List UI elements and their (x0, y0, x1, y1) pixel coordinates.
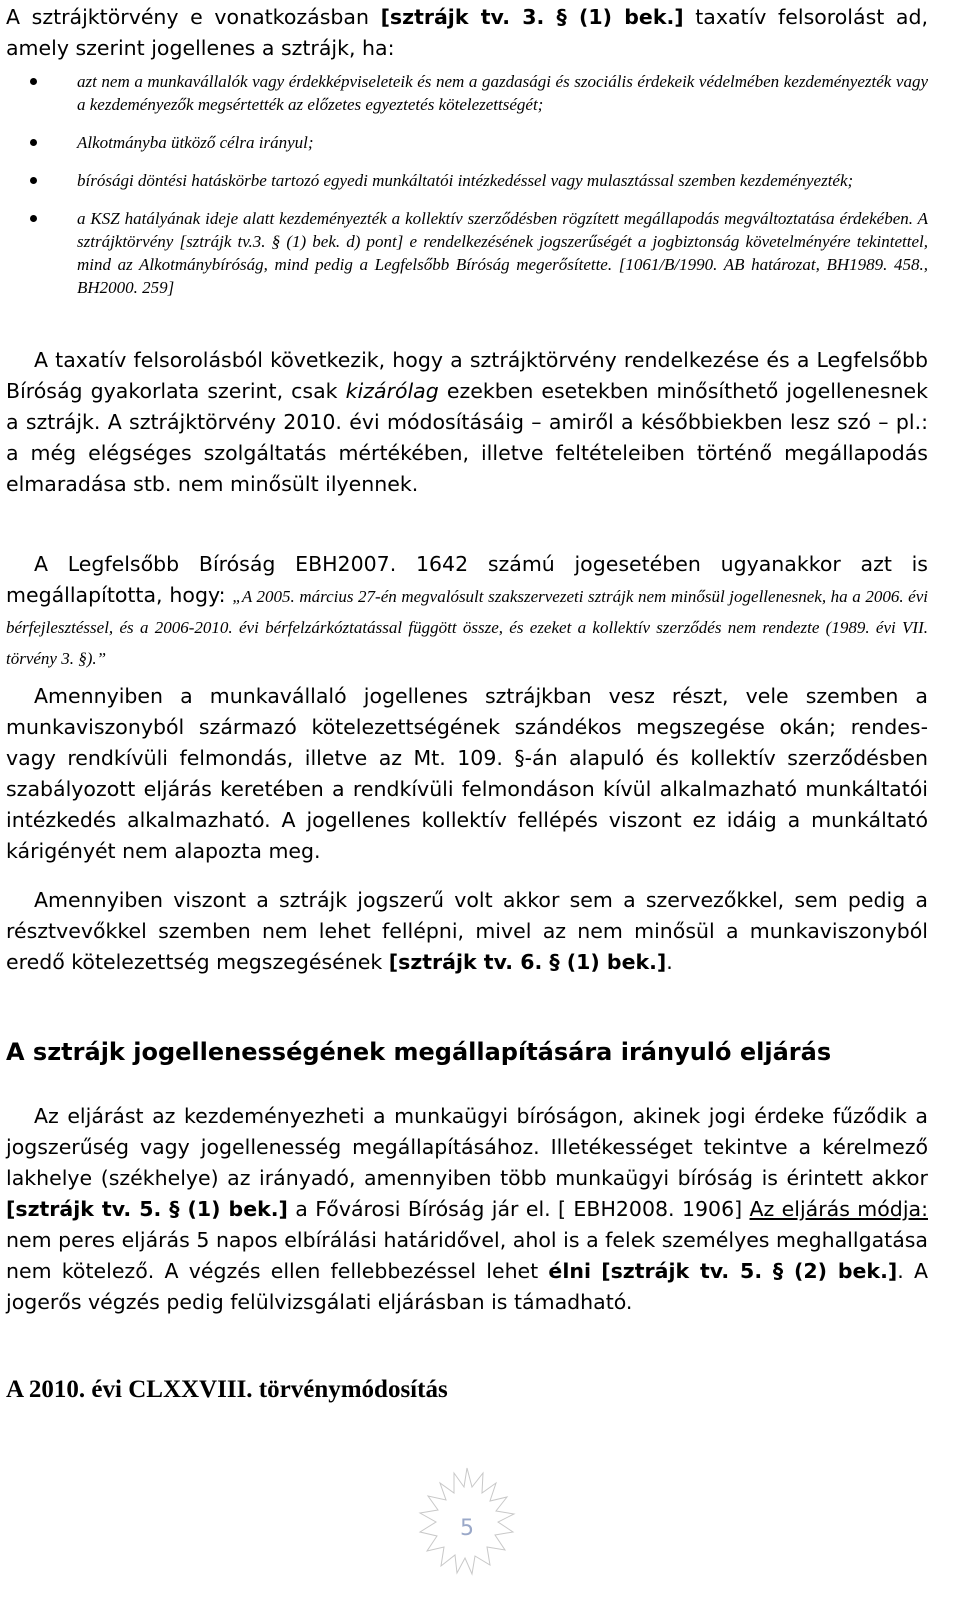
paragraph-legal-strike (6, 885, 928, 978)
subsection-heading: A 2010. évi CLXXVIII. törvénymódosítás (6, 1376, 448, 1403)
bullet-icon (30, 78, 37, 85)
intro-paragraph (6, 2, 928, 64)
law-reference: [sztrájk tv. 6. § (1) bek.] (388, 950, 667, 974)
underlined-text: Az eljárás módja: (749, 1197, 928, 1221)
illegal-strike-conditions-list (30, 70, 928, 314)
bold-text: élni (548, 1259, 591, 1283)
emphasis-text: kizárólag (345, 379, 439, 403)
law-reference: [sztrájk tv. 5. § (1) bek.] (6, 1197, 288, 1221)
paragraph-ebh2007 (6, 549, 928, 673)
list-item (30, 207, 928, 299)
paragraph-text-end: ezekben esetekben minősíthető jogellenesnek a sztrájk. A sztrájktörvény 2010. évi módosításáig – amiről a későbbiekben lesz szó – pl.: a még elégséges szolgáltatás mértékében, illetve feltételeiben történő megállapodás elmaradása stb. nem minősült ilyennek. (6, 379, 929, 496)
paragraph-text-end: . A jogerős végzés pedig felülvizsgálati eljárásban is támadható. (6, 1259, 928, 1314)
bullet-icon (30, 215, 37, 222)
bullet-icon (30, 139, 37, 146)
list-item-text: azt nem a munkavállalók vagy érdekképviseleteik és nem a gazdasági és szociális érdekeik védelmében kezdeményezték vagy a kezdeményezők megsértették az előzetes egyeztetés kötelezettségét; (77, 72, 928, 114)
paragraph-illegal-participation: Amennyiben a munkavállaló jogellenes sztrájkban vesz részt, vele szemben a munkaviszonyból származó kötelezettségének szándékos megszegése okán; rendes- vagy rendkívüli felmondás, illetve az Mt. 109. §-án alapuló és kollektív szerződésben szabályozott eljárás keretében a rendkívüli felmondáson kívül alkalmazható munkáltatói intézkedés alkalmazható. A jogellenes kollektív fellépés viszont ez idáig a munkáltató kárigényét nem alapozta meg. (6, 684, 928, 863)
law-reference: [sztrájk tv. 5. § (2) bek.] (601, 1259, 898, 1283)
court-quote: „A 2005. március 27-én megvalósult szakszervezeti sztrájk nem minősül jogellenesnek, ha a 2006. évi bérfejlesztéssel, és a 2006-2010. évi bérfelzárkóztatással függött össze, és ezeket a kollektív szerződés nem rendezte (1989. évi VII. törvény 3. §).” (6, 587, 928, 668)
list-item (30, 131, 928, 154)
paragraph-text (591, 1259, 601, 1283)
paragraph-text-end: . (666, 950, 673, 974)
page-number-badge (417, 1456, 517, 1596)
intro-text: A sztrájktörvény e vonatkozásban (6, 5, 381, 29)
paragraph-procedure (6, 1101, 928, 1318)
paragraph-text: Amennyiben viszont a sztrájk jogszerű volt akkor sem a szervezőkkel, sem pedig a résztvevőkkel szemben nem lehet fellépni, mivel az nem minősül a munkaviszonyból eredő kötelezettség megszegésének (6, 888, 928, 974)
paragraph-taxative (6, 345, 928, 500)
intro-law-reference: [sztrájk tv. 3. § (1) bek.] (380, 5, 684, 29)
page-number: 5 (460, 1516, 474, 1541)
paragraph-text: Az eljárást az kezdeményezheti a munkaügyi bíróságon, akinek jogi érdeke fűződik a jogszerűség vagy jogellenesség megállapításához. Illetékességet tekintve a kérelmező lakhelye (székhelye) az irányadó, amennyiben több munkaügyi bíróság is érintett akkor (6, 1104, 928, 1190)
list-item-text: bírósági döntési hatáskörbe tartozó egyedi munkáltatói intézkedéssel vagy mulasztással szemben kezdeményezték; (77, 171, 854, 190)
paragraph-text: nem peres eljárás 5 napos elbírálási határidővel, ahol is a felek személyes meghallgatása nem kötelező. A végzés ellen fellebbezéssel lehet (6, 1228, 928, 1283)
paragraph-text: A Legfelsőbb Bíróság EBH2007. 1642 számú jogesetében ugyanakkor azt is megállapította, hogy: (6, 552, 928, 607)
paragraph-text: a Fővárosi Bíróság jár el. [ EBH2008. 1906] (287, 1197, 750, 1221)
intro-text-end: taxatív felsorolást ad, amely szerint jogellenes a sztrájk, ha: (6, 5, 929, 60)
list-item-text: a KSZ hatályának ideje alatt kezdeményezték a kollektív szerződésben rögzített megállapodás megváltoztatása érdekében. A sztrájktörvény [sztrájk tv.3. § (1) bek. d) pont] e rendelkezésének jogszerűségét a jogbiztonság követelményére tekintettel, mind az Alkotmánybíróság, mind pedig a Legfelsőbb Bíróság megerősítette. [1061/B/1990. AB határozat, BH1989. 458., BH2000. 259] (77, 209, 928, 297)
paragraph-text: A taxatív felsorolásból következik, hogy a sztrájktörvény rendelkezése és a Legfelsőbb Bíróság gyakorlata szerint, csak (6, 348, 928, 403)
list-item-text: Alkotmányba ütköző célra irányul; (77, 133, 314, 152)
list-item (30, 169, 928, 192)
bullet-icon (30, 177, 37, 184)
list-item (30, 70, 928, 116)
section-heading: A sztrájk jogellenességének megállapítására irányuló eljárás (6, 1038, 832, 1066)
